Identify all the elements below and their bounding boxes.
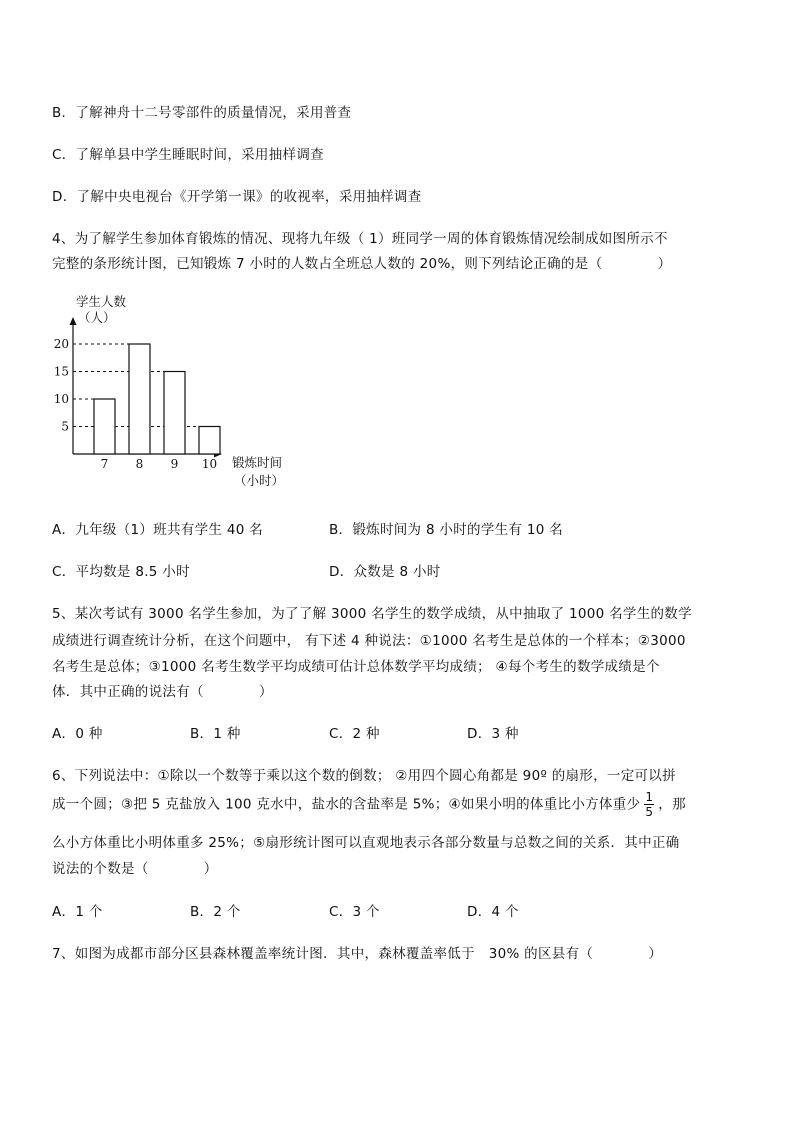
q6-stem-line4: 说法的个数是（ ） — [52, 861, 218, 877]
q3-option-b: B．了解神舟十二号零部件的质量情况，采用普查 — [52, 105, 352, 121]
q4-stem-line2: 完整的条形统计图，已知锻炼 7 小时的人数占全班总人数的 20%，则下列结论正确的是（ ） — [52, 256, 672, 272]
y-tick-label: 15 — [53, 364, 69, 379]
q5-option-c: C．2 种 — [329, 726, 380, 742]
bar-9 — [164, 372, 185, 455]
x-tick-label: 7 — [100, 457, 109, 471]
x-axis-label: 锻炼时间 — [232, 455, 283, 470]
q5-stem-line4: 体．其中正确的说法有（ ） — [52, 684, 273, 700]
x-axis-unit: （小时） — [234, 473, 285, 488]
y-axis-unit: （人） — [78, 310, 116, 325]
y-tick-label: 5 — [61, 419, 69, 434]
y-tick-label: 10 — [53, 392, 69, 406]
x-tick-label: 9 — [170, 457, 179, 471]
q5-stem-line3: 名考生是总体；③1000 名考生数学平均成绩可估计总体数学平均成绩； ④每个考生的数学成绩是个 — [52, 659, 660, 675]
bar-chart — [40, 292, 300, 497]
fraction-denominator: 5 — [645, 805, 654, 819]
x-tick-label: 10 — [201, 457, 218, 471]
q4-stem-line1: 4、为了解学生参加体育锻炼的情况、现将九年级（ 1）班同学一周的体育锻炼情况绘制成如图所示不 — [52, 231, 668, 247]
q4-option-c: C．平均数是 8.5 小时 — [52, 564, 190, 580]
q4-option-a: A．九年级（1）班共有学生 40 名 — [52, 522, 263, 538]
q3-option-c: C．了解单县中学生睡眠时间，采用抽样调查 — [52, 147, 324, 163]
q7-stem-line1: 7、如图为成都市部分区县森林覆盖率统计图．其中，森林覆盖率低于 30% 的区县有（ ） — [52, 946, 663, 962]
q5-stem-line2: 成绩进行调查统计分析，在这个问题中， 有下述 4 种说法：①1000 名考生是总体的一个样本；②3000 — [52, 633, 686, 649]
q6-option-a: A．1 个 — [52, 904, 103, 920]
q4-option-d: D．众数是 8 小时 — [329, 564, 441, 580]
q6-option-c: C．3 个 — [329, 904, 380, 920]
fraction-numerator: 1 — [645, 790, 654, 804]
bar-7 — [94, 399, 115, 454]
q6-stem-line2-tail: ，那 — [658, 796, 686, 813]
q3-option-d: D．了解中央电视台《开学第一课》的收视率，采用抽样调查 — [52, 189, 422, 205]
q5-stem-line1: 5、某次考试有 3000 名学生参加，为了了解 3000 名学生的数学成绩，从中抽取了 1000 名学生的数学 — [52, 606, 692, 622]
q6-stem-line1: 6、下列说法中：①除以一个数等于乘以这个数的倒数； ②用四个圆心角都是 90º 的扇形，一定可以拼 — [52, 768, 676, 784]
y-tick-label: 20 — [53, 337, 69, 351]
q5-option-a: A．0 种 — [52, 726, 103, 742]
q6-option-d: D．4 个 — [467, 904, 519, 920]
bar-8 — [129, 344, 150, 454]
y-axis-arrow — [70, 317, 77, 325]
fraction-one-fifth — [644, 790, 654, 819]
q6-stem-line2 — [52, 790, 686, 819]
q6-stem-line3: 么小方体重比小明体重多 25%；⑤扇形统计图可以直观地表示各部分数量与总数之间的关系．其中正确 — [52, 835, 680, 851]
q5-option-b: B．1 种 — [190, 726, 241, 742]
bar-10 — [199, 427, 220, 455]
q4-option-b: B．锻炼时间为 8 小时的学生有 10 名 — [329, 522, 563, 538]
q5-option-d: D．3 种 — [467, 726, 519, 742]
q6-stem-line2-text: 成一个圆；③把 5 克盐放入 100 克水中，盐水的含盐率是 5%；④如果小明的体重比小方体重少 — [52, 796, 641, 813]
x-tick-label: 8 — [135, 457, 144, 471]
y-axis-label: 学生人数 — [76, 294, 127, 309]
q6-option-b: B．2 个 — [190, 904, 241, 920]
